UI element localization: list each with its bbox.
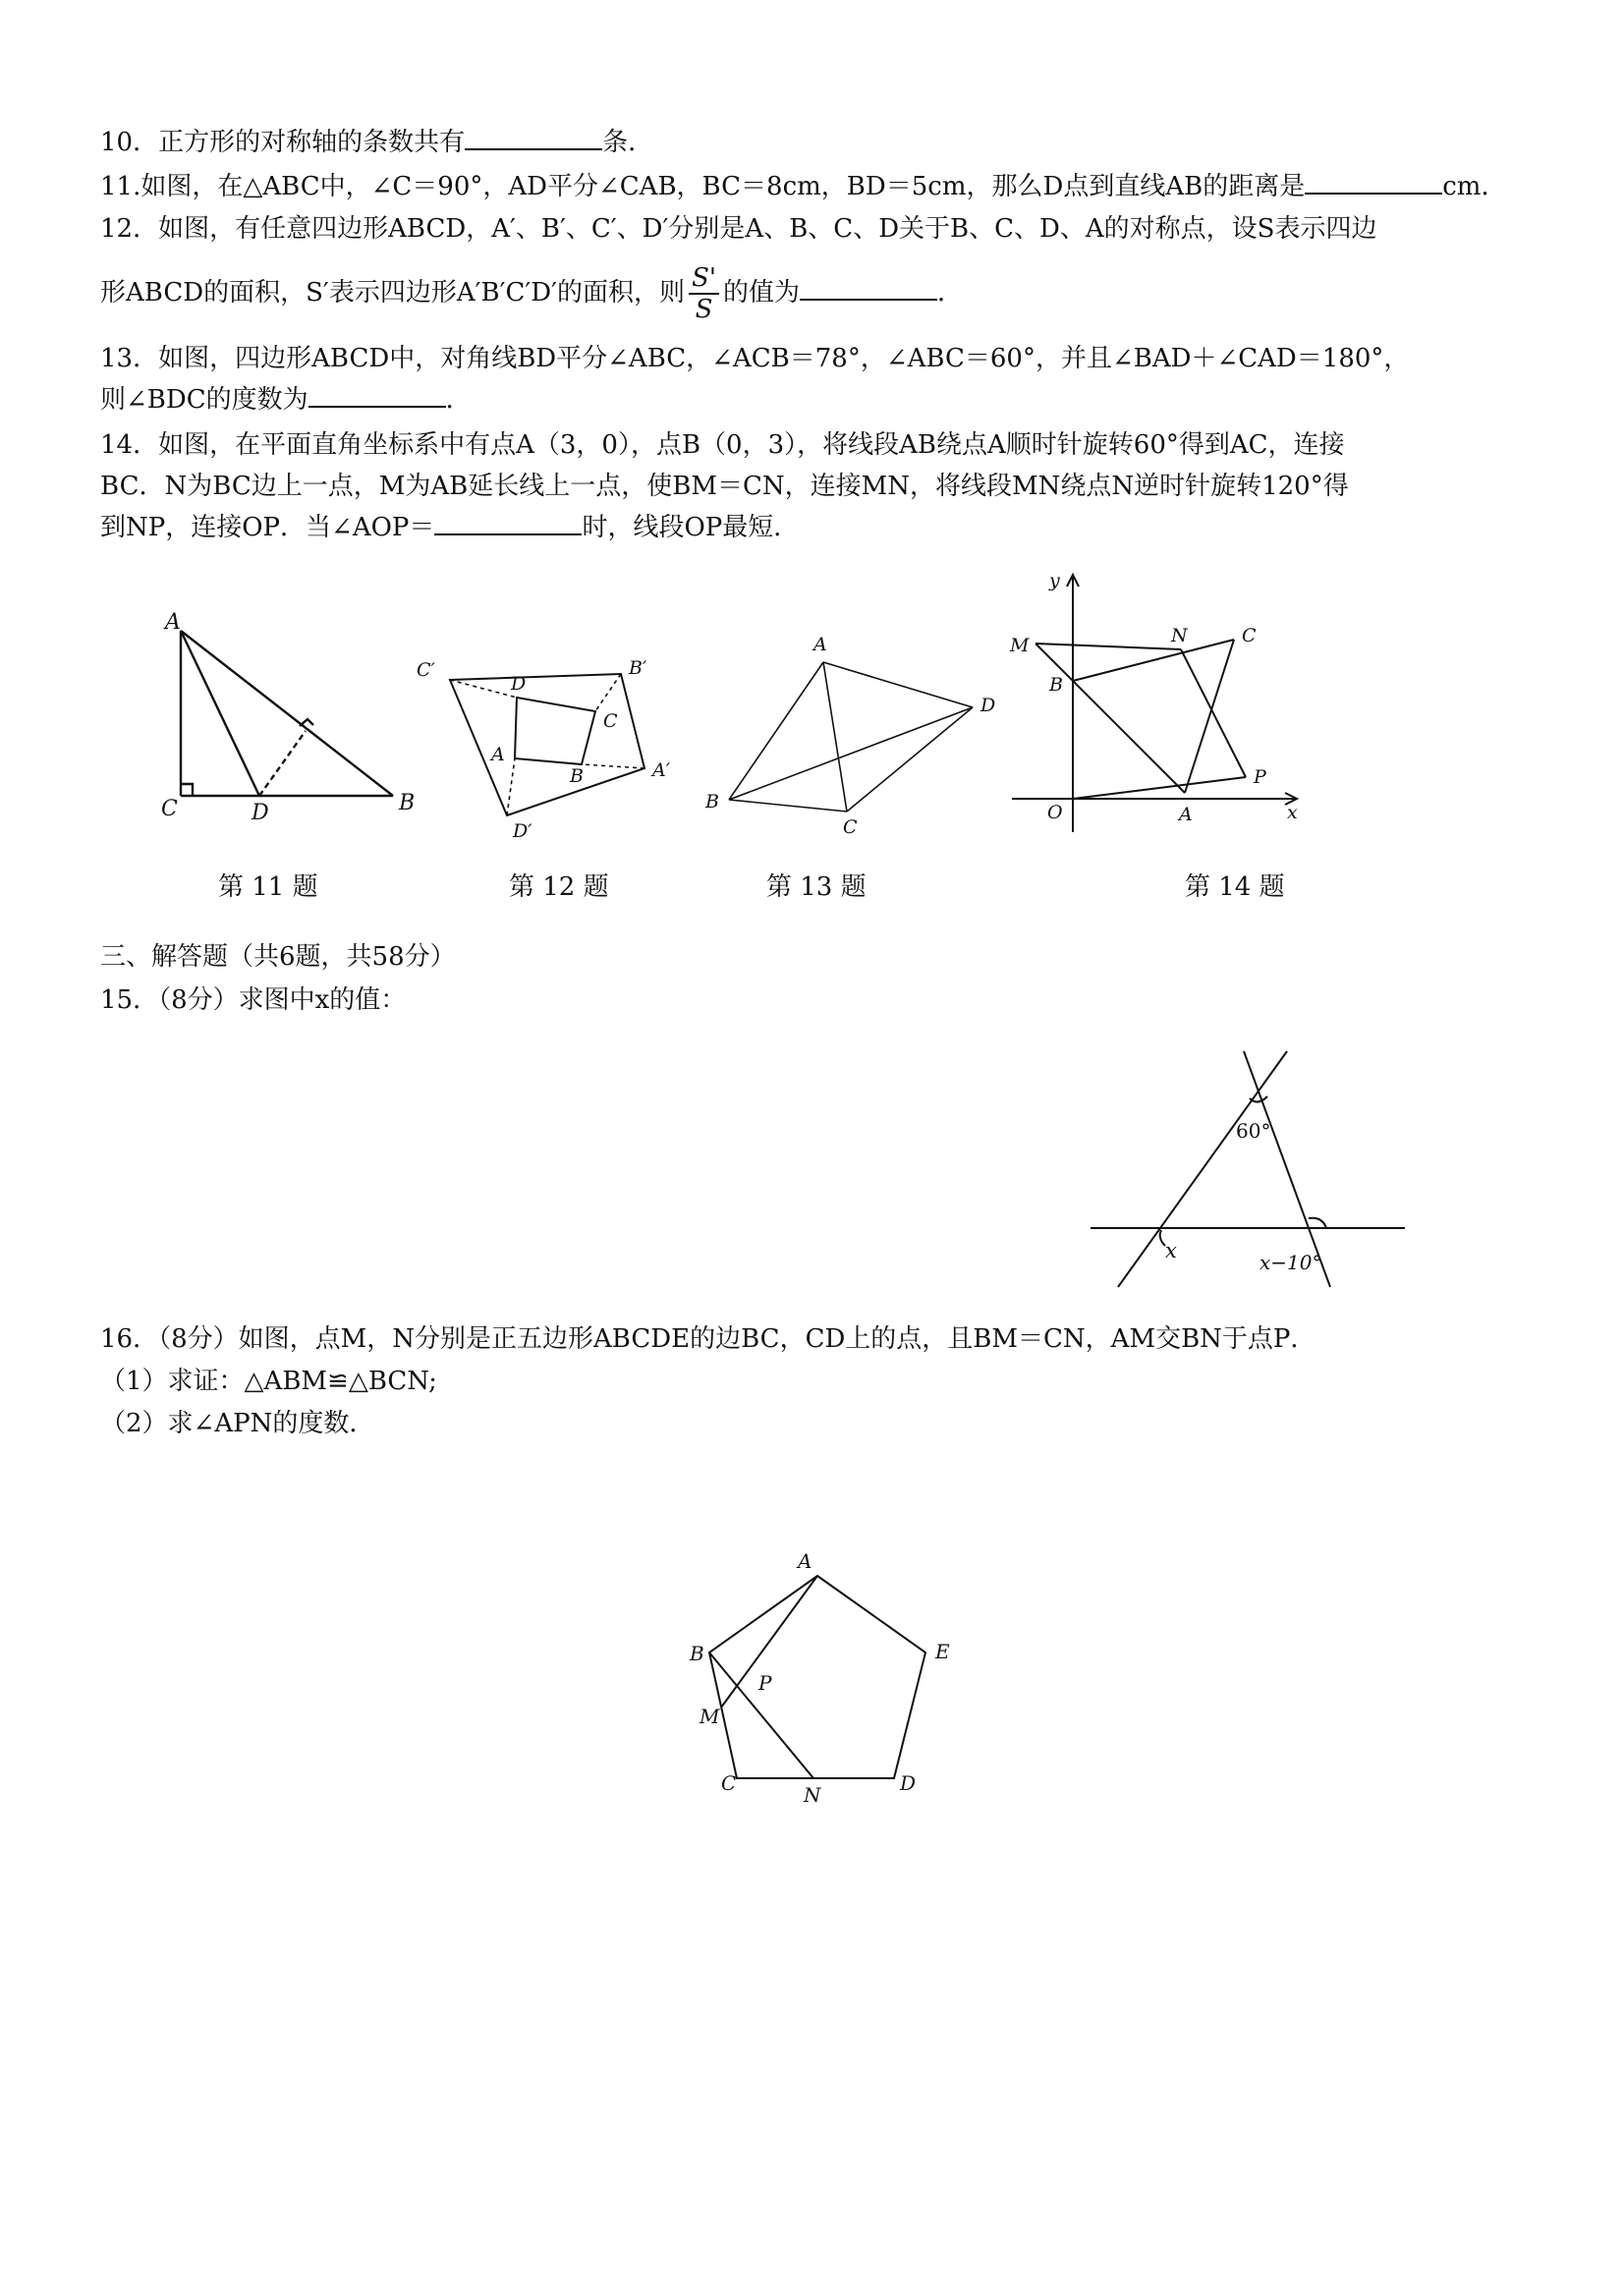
fig16-label-p: P	[758, 1671, 772, 1695]
question-14-line3	[100, 511, 799, 544]
q11-text: 11.如图，在△ABC中，∠C＝90°，AD平分∠CAB，BC＝8cm，BD＝5cm，那么D点到直线AB的距离是	[100, 172, 1306, 201]
fig13-diagonal-bd	[729, 707, 973, 800]
question-16-line1: 16．（8分）如图，点M，N分别是正五边形ABCDE的边BC，CD上的点，且BM＝CN，AM交BN于点P．	[100, 1324, 1316, 1354]
fig14-label-m: M	[1010, 635, 1030, 656]
figure-11	[157, 609, 432, 825]
question-15: 15．（8分）求图中x的值：	[100, 985, 407, 1015]
fig14-segment-mn	[1035, 644, 1181, 649]
question-11	[100, 170, 1506, 203]
fig11-right-angle-foot	[300, 719, 313, 726]
fig13-label-a: A	[813, 634, 827, 655]
fig11-label-c: C	[161, 797, 178, 821]
q11-answer-blank[interactable]	[1305, 171, 1442, 195]
figure-16	[678, 1542, 973, 1818]
section-3-heading: 三、解答题（共6题，共58分）	[100, 942, 456, 972]
q10-answer-blank[interactable]	[465, 127, 602, 150]
fig12-label-a: A	[491, 744, 505, 765]
question-13-line2	[100, 383, 472, 417]
figure-14	[1002, 565, 1316, 840]
fig15-angle-top: 60°	[1236, 1119, 1271, 1143]
question-12-line1: 12．如图，有任意四边形ABCD，A′、B′、C′、D′分别是A、B、C、D关于B、C、D、A的对称点，设S表示四边	[100, 214, 1377, 244]
q12-fraction-denominator: S	[695, 295, 713, 324]
fig11-right-angle-c	[181, 784, 193, 796]
fig14-segment-ma	[1035, 644, 1185, 793]
fig13-side-bc	[729, 800, 847, 812]
fig11-label-d: D	[252, 801, 269, 825]
caption-figure-13: 第 13 题	[766, 872, 867, 902]
question-14-line1: 14．如图，在平面直角坐标系中有点A（3，0），点B（0，3），将线段AB绕点A顺时针旋转60°得到AC，连接	[100, 430, 1345, 460]
q13-answer-blank[interactable]	[308, 384, 446, 408]
fig16-label-n: N	[804, 1783, 821, 1807]
figure-12	[413, 650, 678, 847]
question-10	[100, 126, 653, 159]
q12-text: 形ABCD的面积，S′表示四边形A′B′C′D′的面积，则	[100, 278, 686, 308]
fig12-dash-2	[595, 674, 621, 711]
fig15-angle-right: x−10°	[1259, 1251, 1322, 1274]
q13-suffix: ．	[445, 385, 472, 415]
fig12-dash-3	[582, 764, 644, 768]
q13-text: 则∠BDC的度数为	[100, 385, 308, 415]
q14-answer-blank[interactable]	[434, 512, 582, 535]
fig12-label-b: B	[570, 765, 584, 787]
fig16-label-a: A	[798, 1549, 812, 1573]
fig11-label-a: A	[165, 610, 181, 635]
fig16-label-e: E	[935, 1640, 950, 1663]
fig14-segment-ca	[1185, 640, 1234, 793]
fig12-label-d: D	[511, 673, 527, 695]
fig13-side-da	[823, 662, 973, 707]
q12-suffix: ．	[937, 278, 964, 308]
fig14-label-a: A	[1179, 804, 1193, 825]
question-16-part2: （2）求∠APN的度数．	[100, 1409, 375, 1438]
fig15-angle-arc-right	[1309, 1218, 1326, 1228]
fig12-label-d2: D′	[513, 820, 532, 842]
fig14-label-y: y	[1049, 570, 1060, 591]
fig16-label-c: C	[721, 1771, 737, 1795]
fig12-inner-quad	[515, 698, 595, 764]
q12-answer-blank[interactable]	[800, 277, 937, 301]
fig14-segment-op	[1073, 777, 1246, 799]
fig12-label-c: C	[603, 710, 618, 732]
fig13-label-d: D	[980, 695, 996, 716]
q14-text: 到NP，连接OP．当∠AOP＝	[100, 513, 435, 542]
fig11-bisector-ad	[181, 631, 259, 796]
q12-fraction-numerator: S'	[689, 263, 719, 295]
caption-figure-14: 第 14 题	[1185, 872, 1285, 902]
q10-text: 10．正方形的对称轴的条数共有	[100, 128, 466, 157]
fig16-label-m: M	[700, 1705, 720, 1728]
fig16-label-b: B	[690, 1642, 704, 1665]
fig11-perpendicular	[259, 731, 306, 796]
fig16-pentagon	[709, 1576, 925, 1778]
fig12-label-a2: A′	[652, 759, 671, 781]
fig12-label-c2: C′	[417, 659, 435, 681]
fig11-side-ab	[181, 631, 393, 796]
fig14-label-b: B	[1049, 674, 1063, 696]
fig13-label-c: C	[843, 816, 858, 838]
fig13-diagonal-ac	[823, 662, 847, 812]
figure-13	[698, 629, 1002, 845]
figure-15	[1081, 1041, 1415, 1297]
fig14-label-n: N	[1171, 625, 1188, 646]
fig14-label-p: P	[1254, 766, 1266, 788]
caption-figure-11: 第 11 题	[218, 872, 318, 902]
q14-suffix: 时，线段OP最短．	[582, 513, 800, 542]
caption-figure-12: 第 12 题	[509, 872, 609, 902]
fig12-dash-1	[450, 680, 517, 698]
question-14-line2: BC．N为BC边上一点，M为AB延长线上一点，使BM＝CN，连接MN，将线段MN绕点N逆时针旋转120°得	[100, 472, 1349, 501]
question-12-line2	[100, 263, 963, 324]
q11-suffix: cm．	[1442, 172, 1507, 201]
q12-text-mid: 的值为	[723, 278, 801, 308]
fig16-label-d: D	[900, 1771, 917, 1795]
fig14-label-c: C	[1242, 625, 1257, 646]
fig11-label-b: B	[399, 791, 416, 815]
fig12-label-b2: B′	[629, 657, 647, 679]
q12-fraction	[689, 263, 719, 324]
fig14-label-o: O	[1047, 802, 1063, 823]
question-16-part1: （1）求证：△ABM≌△BCN;	[100, 1367, 437, 1396]
question-13-line1: 13．如图，四边形ABCD中，对角线BD平分∠ABC，∠ACB＝78°，∠ABC＝60°，并且∠BAD＋∠CAD＝180°，	[100, 344, 1410, 373]
fig14-segment-np	[1181, 649, 1246, 777]
fig12-outer-quad	[450, 674, 644, 815]
fig14-label-x: x	[1287, 802, 1298, 823]
fig13-side-ab	[729, 662, 823, 800]
fig13-label-b: B	[705, 791, 719, 812]
q10-suffix: 条．	[602, 128, 654, 157]
fig13-side-cd	[847, 707, 973, 812]
fig12-dash-4	[507, 758, 515, 815]
fig15-angle-left: x	[1165, 1239, 1177, 1262]
